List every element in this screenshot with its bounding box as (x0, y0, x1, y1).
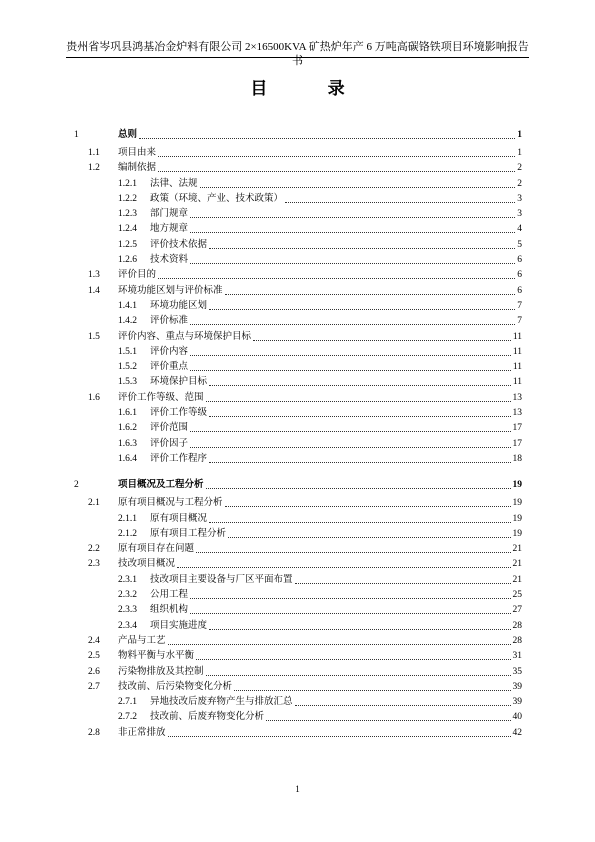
toc-dot-leader (206, 675, 511, 676)
toc-entry-title: 技改项目主要设备与厂区平面布置 (150, 574, 293, 585)
toc-entry-level-3[interactable] (66, 239, 522, 254)
toc-entry-number: 2.3 (88, 559, 100, 570)
toc-entry-body (118, 479, 522, 491)
toc-entry-page: 6 (517, 285, 522, 296)
toc-entry-body (118, 635, 522, 647)
toc-entry-title: 法律、法规 (150, 178, 198, 189)
toc-entry-level-3[interactable] (66, 193, 522, 208)
toc-entry-body (150, 696, 522, 708)
toc-entry-body (150, 453, 522, 465)
toc-entry-number: 1.3 (88, 270, 100, 281)
toc-dot-leader (190, 232, 515, 233)
toc-entry-body (118, 147, 522, 159)
toc-entry-title: 技改项目概况 (118, 559, 176, 570)
header-rule (66, 57, 529, 58)
toc-entry-title: 环境功能区划与评价标准 (118, 285, 223, 296)
toc-entry-body (150, 711, 522, 723)
toc-entry-title: 评价内容、重点与环境保护目标 (118, 331, 252, 342)
toc-entry-level-3[interactable] (66, 315, 522, 330)
toc-entry-level-3[interactable] (66, 513, 522, 528)
toc-entry-level-2[interactable] (66, 331, 522, 346)
toc-entry-body (150, 346, 522, 358)
toc-entry-level-3[interactable] (66, 620, 522, 635)
toc-entry-number: 2 (74, 480, 79, 491)
toc-dot-leader (200, 187, 516, 188)
toc-dot-leader (206, 401, 511, 402)
toc-entry-body (118, 681, 522, 693)
toc-entry-body (150, 407, 522, 419)
toc-dot-leader (209, 309, 515, 310)
toc-entry-body (118, 666, 522, 678)
toc-dot-leader (158, 278, 515, 279)
toc-entry-number: 1.6.2 (118, 423, 137, 434)
toc-entry-page: 11 (512, 377, 522, 388)
toc-entry-body (150, 239, 522, 251)
toc-entry-title: 评价范围 (150, 423, 189, 434)
toc-dot-leader (209, 462, 510, 463)
toc-entry-body (150, 620, 522, 632)
toc-entry-number: 2.2 (88, 544, 100, 555)
toc-entry-body (150, 589, 522, 601)
toc-entry-page: 27 (512, 605, 522, 616)
toc-entry-number: 2.3.1 (118, 574, 137, 585)
toc-entry-title: 评价因子 (150, 438, 189, 449)
toc-entry-title: 评价工作等级、范围 (118, 392, 204, 403)
toc-entry-level-3[interactable] (66, 208, 522, 223)
toc-entry-body (150, 604, 522, 616)
toc-entry-body (118, 162, 522, 174)
toc-entry-page: 17 (512, 438, 522, 449)
toc-entry-body (150, 513, 522, 525)
toc-entry-title: 原有项目概况 (150, 513, 208, 524)
toc-entry-page: 19 (512, 513, 522, 524)
toc-entry-level-3[interactable] (66, 223, 522, 238)
toc-entry-body (118, 269, 522, 281)
toc-dot-leader (190, 431, 510, 432)
toc-entry-level-2[interactable] (66, 727, 522, 742)
toc-entry-number: 1.1 (88, 148, 100, 158)
toc-entry-page: 35 (512, 666, 522, 677)
toc-entry-level-3[interactable] (66, 711, 522, 726)
toc-entry-level-3[interactable] (66, 438, 522, 453)
toc-entry-page: 7 (517, 316, 522, 327)
toc-entry-number: 2.3.4 (118, 620, 137, 631)
toc-entry-body (118, 497, 522, 509)
toc-entry-title: 评价工作等级 (150, 408, 208, 419)
toc-entry-level-2[interactable] (66, 558, 522, 573)
toc-entry-page: 6 (517, 255, 522, 266)
toc-dot-leader (190, 447, 510, 448)
toc-entry-page: 2 (517, 178, 522, 189)
toc-entry-title: 原有项目概况与工程分析 (118, 498, 223, 509)
toc-entry-level-3[interactable] (66, 422, 522, 437)
toc-dot-leader (295, 705, 511, 706)
toc-entry-body (150, 300, 522, 312)
toc-dot-leader (209, 385, 511, 386)
toc-entry-level-3[interactable] (66, 453, 522, 468)
toc-entry-number: 2.4 (88, 635, 100, 646)
toc-entry-title: 环境功能区划 (150, 300, 208, 311)
toc-entry-page: 28 (512, 620, 522, 631)
toc-entry-number: 2.1.1 (118, 513, 137, 524)
toc-entry-number: 2.3.2 (118, 590, 137, 601)
toc-title: 目 录 (250, 79, 373, 98)
toc-entry-body (150, 422, 522, 434)
toc-entry-number: 1.4.1 (118, 300, 137, 311)
toc-entry-body (150, 223, 522, 235)
toc-entry-body (118, 558, 522, 570)
toc-dot-leader (228, 537, 510, 538)
toc-entry-level-2[interactable] (66, 635, 522, 650)
toc-entry-page: 40 (512, 712, 522, 723)
toc-entry-level-3[interactable] (66, 528, 522, 543)
toc-entry-body (150, 574, 522, 586)
toc-entry-title: 地方规章 (150, 224, 189, 235)
toc-dot-leader (190, 355, 511, 356)
toc-entry-number: 1.2.3 (118, 209, 137, 220)
toc-entry-number: 1.5.2 (118, 362, 137, 373)
toc-entry-title: 物料平衡与水平衡 (118, 651, 195, 662)
toc-entry-page: 13 (512, 392, 522, 403)
toc-entry-title: 项目概况及工程分析 (118, 480, 204, 491)
toc-dot-leader (168, 644, 511, 645)
toc-entry-number: 2.1.2 (118, 528, 137, 539)
toc-dot-leader (209, 248, 515, 249)
table-of-contents (66, 124, 522, 742)
toc-entry-number: 1.6.1 (118, 408, 137, 419)
toc-entry-title: 公用工程 (150, 590, 189, 601)
toc-entry-title: 评价技术依据 (150, 239, 208, 250)
toc-dot-leader (168, 736, 511, 737)
toc-entry-body (150, 208, 522, 220)
toc-entry-page: 19 (512, 480, 522, 491)
toc-entry-number: 2.5 (88, 651, 100, 662)
toc-entry-number: 2.7 (88, 681, 100, 692)
toc-entry-number: 2.7.2 (118, 712, 137, 723)
toc-entry-title: 总则 (118, 130, 138, 140)
toc-entry-page: 21 (512, 544, 522, 555)
toc-entry-number: 1.5.3 (118, 377, 137, 388)
toc-entry-body (118, 129, 522, 141)
toc-entry-body (118, 650, 522, 662)
toc-entry-body (118, 543, 522, 555)
toc-entry-body (150, 438, 522, 450)
toc-entry-level-2[interactable] (66, 392, 522, 407)
toc-dot-leader (190, 613, 510, 614)
toc-entry-page: 13 (512, 408, 522, 419)
toc-entry-level-2[interactable] (66, 147, 522, 162)
toc-entry-page: 2 (517, 163, 522, 174)
toc-entry-level-3[interactable] (66, 589, 522, 604)
toc-entry-number: 2.8 (88, 727, 100, 738)
toc-entry-level-1[interactable] (66, 474, 522, 497)
toc-entry-body (150, 254, 522, 266)
toc-entry-number: 1.2.4 (118, 224, 137, 235)
toc-entry-title: 非正常排放 (118, 727, 166, 738)
toc-dot-leader (206, 488, 511, 489)
toc-entry-level-3[interactable] (66, 407, 522, 422)
toc-entry-title: 项目实施进度 (150, 620, 208, 631)
toc-entry-number: 1 (74, 130, 79, 140)
toc-entry-title: 项目由来 (118, 148, 157, 158)
toc-dot-leader (209, 629, 510, 630)
toc-entry-page: 6 (517, 270, 522, 281)
toc-entry-number: 1.5.1 (118, 346, 137, 357)
toc-entry-title: 评价工作程序 (150, 453, 208, 464)
toc-entry-number: 1.6.4 (118, 453, 137, 464)
toc-entry-level-2[interactable] (66, 681, 522, 696)
toc-entry-level-2[interactable] (66, 269, 522, 284)
running-header: 贵州省岑巩县鸿基冶金炉料有限公司 2×16500KVA 矿热炉年产 6 万吨高碳铬铁项目环境影响报告书 (66, 41, 529, 67)
toc-entry-number: 1.4.2 (118, 316, 137, 327)
toc-entry-title: 污染物排放及其控制 (118, 666, 204, 677)
toc-entry-number: 2.3.3 (118, 605, 137, 616)
toc-dot-leader (158, 171, 515, 172)
toc-entry-title: 原有项目工程分析 (150, 528, 227, 539)
toc-entry-title: 技术资料 (150, 255, 189, 266)
toc-entry-title: 异地技改后废弃物产生与排放汇总 (150, 697, 293, 708)
toc-dot-leader (190, 598, 510, 599)
toc-entry-page: 1 (517, 148, 522, 158)
toc-entry-number: 2.7.1 (118, 697, 137, 708)
toc-dot-leader (253, 340, 511, 341)
toc-entry-page: 21 (512, 574, 522, 585)
toc-entry-level-1[interactable] (66, 124, 522, 147)
toc-entry-level-2[interactable] (66, 666, 522, 681)
toc-entry-title: 编制依据 (118, 163, 157, 174)
toc-dot-leader (285, 202, 515, 203)
toc-entry-title: 政策（环境、产业、技术政策） (150, 193, 284, 204)
toc-dot-leader (295, 583, 511, 584)
toc-entry-page: 5 (517, 239, 522, 250)
toc-entry-level-3[interactable] (66, 604, 522, 619)
toc-entry-page: 3 (517, 209, 522, 220)
toc-entry-page: 18 (512, 453, 522, 464)
toc-entry-level-3[interactable] (66, 178, 522, 193)
toc-entry-page: 39 (512, 697, 522, 708)
toc-entry-page: 11 (512, 346, 522, 357)
toc-entry-title: 技改前、后污染物变化分析 (118, 681, 233, 692)
toc-entry-page: 39 (512, 681, 522, 692)
toc-entry-number: 1.6.3 (118, 438, 137, 449)
toc-dot-leader (158, 156, 515, 157)
toc-entry-body (118, 727, 522, 739)
toc-entry-level-3[interactable] (66, 574, 522, 589)
page-number: 1 (295, 784, 300, 794)
toc-entry-title: 原有项目存在问题 (118, 544, 195, 555)
toc-dot-leader (209, 522, 510, 523)
toc-dot-leader (196, 659, 510, 660)
toc-entry-title: 产品与工艺 (118, 635, 166, 646)
toc-dot-leader (196, 552, 510, 553)
toc-entry-level-3[interactable] (66, 376, 522, 391)
toc-entry-body (118, 392, 522, 404)
toc-dot-leader (234, 690, 510, 691)
toc-entry-page: 11 (512, 331, 522, 342)
toc-entry-level-3[interactable] (66, 346, 522, 361)
toc-dot-leader (190, 324, 515, 325)
toc-entry-number: 1.4 (88, 285, 100, 296)
toc-entry-body (118, 331, 522, 343)
toc-entry-number: 2.1 (88, 498, 100, 509)
toc-entry-body (150, 193, 522, 205)
toc-entry-level-3[interactable] (66, 696, 522, 711)
toc-entry-title: 组织机构 (150, 605, 189, 616)
toc-entry-number: 1.5 (88, 331, 100, 342)
toc-entry-title: 部门规章 (150, 209, 189, 220)
toc-entry-page: 3 (517, 193, 522, 204)
toc-dot-leader (190, 263, 515, 264)
toc-dot-leader (177, 567, 510, 568)
toc-entry-body (150, 315, 522, 327)
toc-entry-page: 4 (517, 224, 522, 235)
toc-entry-body (150, 361, 522, 373)
toc-entry-number: 1.2.5 (118, 239, 137, 250)
toc-entry-title: 评价标准 (150, 316, 189, 327)
toc-entry-page: 19 (512, 498, 522, 509)
toc-entry-level-2[interactable] (66, 497, 522, 512)
toc-dot-leader (266, 720, 510, 721)
toc-entry-level-2[interactable] (66, 543, 522, 558)
toc-entry-title: 评价重点 (150, 362, 189, 373)
toc-entry-page: 7 (517, 300, 522, 311)
toc-entry-body (150, 376, 522, 388)
toc-entry-body (150, 178, 522, 190)
toc-entry-number: 1.2.6 (118, 255, 137, 266)
toc-dot-leader (225, 294, 516, 295)
toc-entry-level-2[interactable] (66, 162, 522, 177)
toc-entry-page: 17 (512, 423, 522, 434)
toc-entry-page: 11 (512, 362, 522, 373)
toc-entry-number: 1.2.2 (118, 193, 137, 204)
toc-entry-page: 28 (512, 635, 522, 646)
toc-entry-body (150, 528, 522, 540)
toc-entry-title: 评价内容 (150, 346, 189, 357)
toc-entry-level-3[interactable] (66, 361, 522, 376)
toc-dot-leader (190, 217, 515, 218)
toc-entry-level-2[interactable] (66, 650, 522, 665)
toc-entry-page: 19 (512, 528, 522, 539)
toc-entry-title: 评价目的 (118, 270, 157, 281)
toc-entry-body (118, 285, 522, 297)
toc-entry-number: 1.2 (88, 163, 100, 174)
toc-entry-number: 1.6 (88, 392, 100, 403)
toc-entry-page: 1 (517, 130, 522, 140)
toc-entry-page: 31 (512, 651, 522, 662)
toc-entry-title: 环境保护目标 (150, 377, 208, 388)
toc-entry-page: 21 (512, 559, 522, 570)
toc-entry-title: 技改前、后废弃物变化分析 (150, 712, 265, 723)
toc-dot-leader (190, 370, 511, 371)
toc-entry-number: 1.2.1 (118, 178, 137, 189)
toc-entry-level-2[interactable] (66, 285, 522, 300)
toc-entry-level-3[interactable] (66, 254, 522, 269)
toc-dot-leader (139, 138, 515, 139)
toc-entry-page: 42 (512, 727, 522, 738)
toc-entry-number: 2.6 (88, 666, 100, 677)
toc-dot-leader (209, 416, 510, 417)
toc-dot-leader (225, 506, 511, 507)
toc-entry-level-3[interactable] (66, 300, 522, 315)
toc-entry-page: 25 (512, 590, 522, 601)
